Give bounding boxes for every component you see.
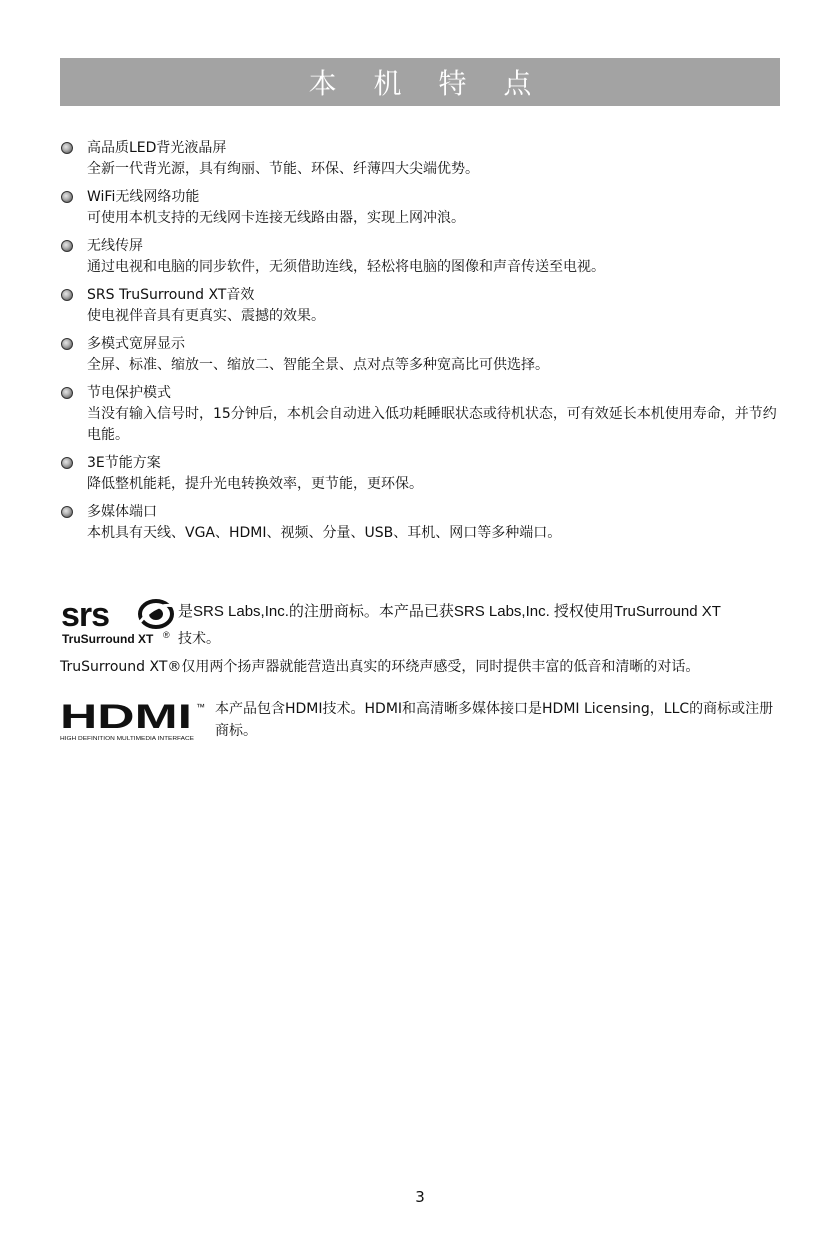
trusurround-description: TruSurround XT®仅用两个扬声器就能营造出真实的环绕声感受，同时提供丰富的低音和清晰的对话。 <box>60 659 700 675</box>
list-item <box>60 187 782 229</box>
page-title: 本 机 特 点 <box>308 67 546 100</box>
bullet-icon <box>61 289 73 301</box>
feature-title: 多模式宽屏显示 <box>87 336 185 352</box>
hdmi-trademark-text: 本产品包含HDMI技术。HDMI和高清晰多媒体接口是HDMI Licensing，LLC的商标或注册商标。 <box>215 701 774 739</box>
bullet-icon <box>61 191 73 203</box>
feature-description: 全屏、标准、缩放一、缩放二、智能全景、点对点等多种宽高比可供选择。 <box>87 357 549 373</box>
feature-description: 本机具有天线、VGA、HDMI、视频、分量、USB、耳机、网口等多种端口。 <box>87 525 562 541</box>
feature-description: 全新一代背光源，具有绚丽、节能、环保、纤薄四大尖端优势。 <box>87 161 479 177</box>
srs-trademark-line2: 技术。 <box>178 631 220 647</box>
hdmi-trademark-block <box>60 698 782 750</box>
hdmi-logo-icon <box>60 698 210 744</box>
feature-list <box>60 138 782 551</box>
hdmi-logo-subtext: HIGH DEFINITION MULTIMEDIA INTERFACE <box>60 736 195 742</box>
srs-trademark-block <box>60 596 782 652</box>
bullet-icon <box>61 142 73 154</box>
list-item <box>60 236 782 278</box>
bullet-icon <box>61 506 73 518</box>
page-title-bar <box>60 58 780 106</box>
feature-title: 多媒体端口 <box>87 504 157 520</box>
feature-title: WiFi无线网络功能 <box>87 189 200 205</box>
feature-description: 通过电视和电脑的同步软件，无须借助连线，轻松将电脑的图像和声音传送至电视。 <box>87 259 605 275</box>
feature-title: 3E节能方案 <box>87 455 161 471</box>
list-item <box>60 285 782 327</box>
hdmi-logo-text: HDMI <box>60 698 192 736</box>
srs-logo-icon <box>60 596 178 650</box>
feature-title: 节电保护模式 <box>87 385 171 401</box>
feature-description: 使电视伴音具有更真实、震撼的效果。 <box>87 308 325 324</box>
list-item <box>60 334 782 376</box>
bullet-icon <box>61 387 73 399</box>
bullet-icon <box>61 457 73 469</box>
feature-description: 可使用本机支持的无线网卡连接无线路由器，实现上网冲浪。 <box>87 210 465 226</box>
list-item <box>60 502 782 544</box>
list-item <box>60 453 782 495</box>
feature-title: SRS TruSurround XT音效 <box>87 287 255 303</box>
srs-logo-subtext: TruSurround XT <box>62 632 154 646</box>
srs-trademark-line1: 是SRS Labs,Inc.的注册商标。本产品已获SRS Labs,Inc. 授权使用TruSurround XT <box>178 603 721 620</box>
feature-description: 当没有输入信号时，15分钟后，本机会自动进入低功耗睡眠状态或待机状态，可有效延长本机使用寿命，并节约电能。 <box>87 406 777 443</box>
list-item <box>60 138 782 180</box>
list-item <box>60 383 782 446</box>
bullet-icon <box>61 338 73 350</box>
srs-logo-reg: ® <box>163 630 170 640</box>
bullet-icon <box>61 240 73 252</box>
feature-title: 高品质LED背光液晶屏 <box>87 140 227 156</box>
hdmi-logo-tm: ™ <box>196 702 205 712</box>
feature-description: 降低整机能耗，提升光电转换效率，更节能，更环保。 <box>87 476 423 492</box>
srs-logo-text: srs <box>61 596 110 634</box>
page-number: 3 <box>415 1188 425 1206</box>
feature-title: 无线传屏 <box>87 238 143 254</box>
